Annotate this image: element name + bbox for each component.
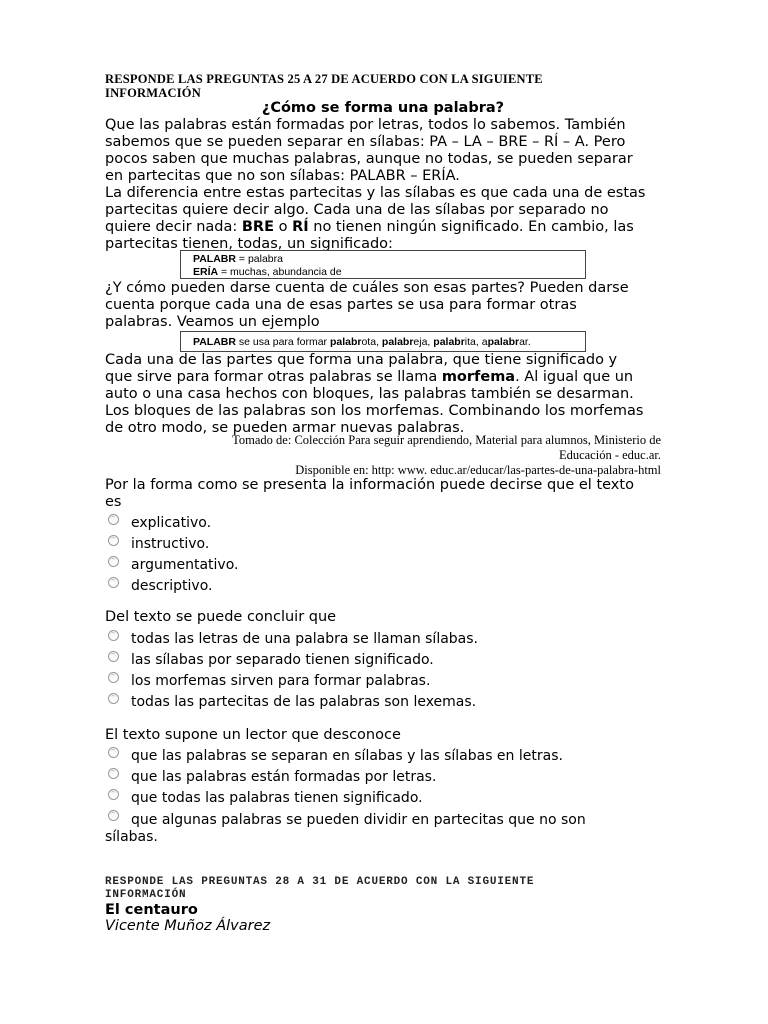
- term-eria: ERÍA: [193, 265, 219, 278]
- q2-option-3-label: los morfemas sirven para formar palabras.: [131, 673, 431, 689]
- q3-option-1[interactable]: [105, 745, 665, 765]
- article-title: ¿Cómo se forma una palabra?: [261, 100, 505, 116]
- example-term: PALABR: [193, 336, 236, 348]
- q1-line1: Por la forma como se presenta la información puede decirse que el texto: [105, 477, 634, 493]
- term-morfema: morfema: [441, 369, 516, 385]
- q2-option-4-label: todas las partecitas de las palabras son lexemas.: [131, 694, 477, 710]
- section2-header-line1: RESPONDE LAS PREGUNTAS 28 A 31 DE ACUERDO CON LA SIGUIENTE: [105, 876, 535, 888]
- example-w3-root: palabr: [433, 336, 465, 348]
- p3-line1: ¿Y cómo pueden darse cuenta de cuáles son esas partes? Pueden darse: [105, 280, 629, 296]
- p1-line4: en partecitas que no son sílabas: PALABR – ERÍA.: [105, 168, 460, 184]
- p2-line4: partecitas tienen, todas, un significado:: [105, 236, 393, 252]
- radio-button-icon[interactable]: [108, 630, 119, 641]
- p2-line3: [105, 219, 661, 236]
- definitions-box: [180, 250, 586, 279]
- source-line1: Tomado de: Colección Para seguir aprendiendo, Material para alumnos, Ministerio de: [232, 433, 661, 447]
- paragraph3: [105, 280, 661, 331]
- q1-option-4-label: descriptivo.: [131, 578, 213, 594]
- p4-line2-c: . Al igual que un: [515, 369, 634, 385]
- section1-header-line1: RESPONDE LAS PREGUNTAS 25 A 27 DE ACUERDO CON LA SIGUIENTE: [105, 72, 543, 86]
- q3-option-2-label: que las palabras están formadas por letras.: [131, 769, 437, 785]
- q2-option-2-label: las sílabas por separado tienen significado.: [131, 652, 434, 668]
- q3-option-2[interactable]: [105, 766, 665, 786]
- example-w2-root: palabr: [381, 336, 414, 348]
- q2-option-1-label: todas las letras de una palabra se llaman sílabas.: [131, 631, 478, 647]
- p3-line3: palabras. Veamos un ejemplo: [105, 314, 320, 330]
- q3-option-1-label: que las palabras se separan en sílabas y las sílabas en letras.: [131, 748, 563, 764]
- q3-option-3-label: que todas las palabras tienen significado.: [131, 790, 423, 806]
- radio-button-icon[interactable]: [108, 577, 119, 588]
- syllable-bre: BRE: [241, 219, 274, 235]
- definition-eria: [193, 266, 573, 279]
- q2-option-2[interactable]: [105, 649, 665, 669]
- p4-line5: de otro modo, se pueden armar nuevas palabras.: [105, 420, 465, 436]
- story-title: El centauro: [105, 902, 198, 918]
- radio-button-icon[interactable]: [108, 556, 119, 567]
- q2-option-3[interactable]: [105, 670, 665, 690]
- p3-line2: cuenta porque cada una de esas partes se usa para formar otras: [105, 297, 577, 313]
- source-citation: [105, 433, 661, 478]
- question-2-text: Del texto se puede concluir que: [105, 609, 337, 625]
- radio-button-icon[interactable]: [108, 651, 119, 662]
- term-palabr: PALABR: [193, 253, 236, 265]
- source-line3: Disponible en: http: www. educ.ar/educar/las-partes-de-una-palabra-html: [295, 463, 661, 477]
- question-1-text: [105, 477, 661, 511]
- q1-option-1[interactable]: [105, 512, 665, 532]
- radio-button-icon[interactable]: [108, 768, 119, 779]
- question-3-text: El texto supone un lector que desconoce: [105, 727, 401, 743]
- p4-line4: Los bloques de las palabras son los morfemas. Combinando los morfemas: [105, 403, 644, 419]
- p2-line3-a: quiere decir nada:: [105, 219, 242, 235]
- example-w4-root: palabr: [487, 336, 520, 348]
- radio-button-icon[interactable]: [108, 810, 119, 821]
- section2-header-line2: INFORMACIÓN: [105, 889, 187, 901]
- def-eria: = muchas, abundancia de: [218, 265, 342, 278]
- p4-line3: auto o una casa hechos con bloques, las palabras también se desarman.: [105, 386, 634, 402]
- section2-header: [105, 876, 661, 902]
- radio-button-icon[interactable]: [108, 514, 119, 525]
- story-author: Vicente Muñoz Álvarez: [105, 918, 271, 934]
- source-line2: Educación - educ.ar.: [558, 448, 661, 462]
- example-w2-suffix: eja,: [413, 336, 434, 348]
- article-body: [105, 117, 661, 253]
- example-w4-suffix: ar.: [519, 336, 531, 348]
- section1-header-line2: INFORMACIÓN: [105, 86, 201, 100]
- q1-option-3[interactable]: [105, 554, 665, 574]
- q3-option-4-label: que algunas palabras se pueden dividir en partecitas que no son: [131, 812, 586, 828]
- q2-option-1[interactable]: [105, 628, 665, 648]
- q3-option-4-label-cont: sílabas.: [105, 829, 158, 845]
- example-w1-root: palabr: [329, 336, 362, 348]
- p4-line1: Cada una de las partes que forma una palabra, que tiene significado y: [105, 352, 618, 368]
- p4-line2: [105, 369, 661, 386]
- q3-option-4[interactable]: [105, 808, 665, 846]
- q1-option-3-label: argumentativo.: [131, 557, 239, 573]
- example-w3-suffix: ita, a: [464, 336, 488, 348]
- p2-line3-d: no tienen ningún significado. En cambio, las: [308, 219, 634, 235]
- p1-line3: pocos saben que muchas palabras, aunque no todas, se pueden separar: [105, 151, 633, 167]
- q1-option-2[interactable]: [105, 533, 665, 553]
- q1-line2: es: [105, 494, 122, 510]
- definition-palabr: [193, 253, 573, 266]
- paragraph4: [105, 352, 661, 437]
- radio-button-icon[interactable]: [108, 672, 119, 683]
- q3-option-3[interactable]: [105, 787, 665, 807]
- p1-line2: sabemos que se pueden separar en sílabas: PA – LA – BRE – RÍ – A. Pero: [105, 134, 626, 150]
- p4-line2-a: que sirve para formar otras palabras se llama: [105, 369, 442, 385]
- radio-button-icon[interactable]: [108, 789, 119, 800]
- syllable-ri: RÍ: [292, 219, 309, 235]
- example-box: [180, 331, 586, 352]
- radio-button-icon[interactable]: [108, 693, 119, 704]
- p2-line2: partecitas quiere decir algo. Cada una de las sílabas por separado no: [105, 202, 609, 218]
- q2-option-4[interactable]: [105, 691, 665, 711]
- example-mid: se usa para formar: [235, 336, 330, 348]
- q1-option-1-label: explicativo.: [131, 515, 212, 531]
- q1-option-4[interactable]: [105, 575, 665, 595]
- radio-button-icon[interactable]: [108, 747, 119, 758]
- p2-line1: La diferencia entre estas partecitas y las sílabas es que cada una de estas: [105, 185, 646, 201]
- p1-line1: Que las palabras están formadas por letras, todos lo sabemos. También: [105, 117, 626, 133]
- radio-button-icon[interactable]: [108, 535, 119, 546]
- p2-line3-c: o: [274, 219, 293, 235]
- example-w1-suffix: ota,: [361, 336, 382, 348]
- q1-option-2-label: instructivo.: [131, 536, 210, 552]
- section1-header: [105, 72, 661, 100]
- def-palabr: = palabra: [235, 253, 283, 265]
